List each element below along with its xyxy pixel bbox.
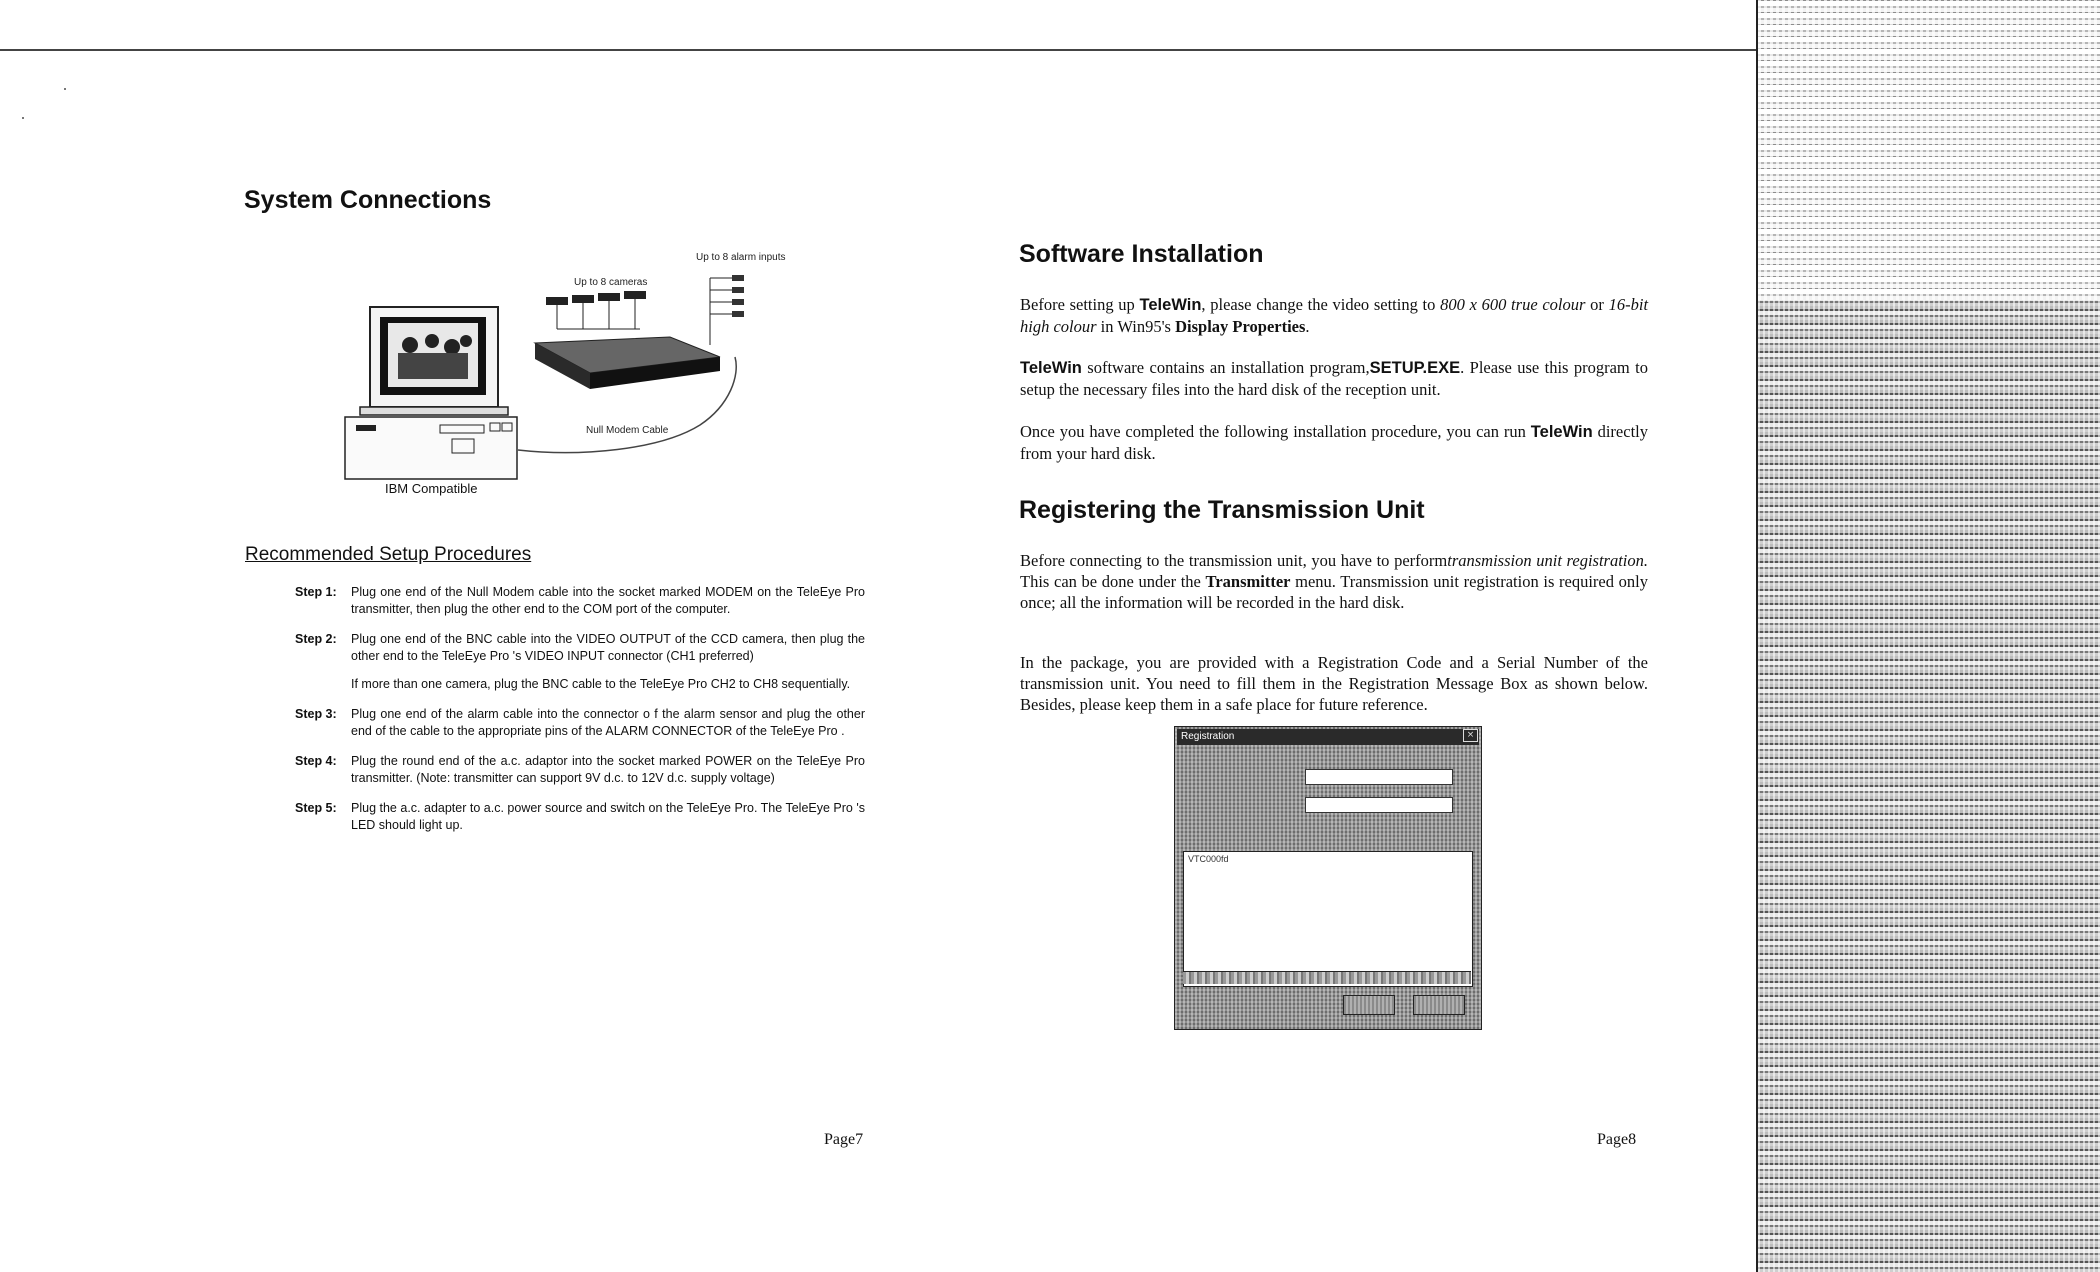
step-label: Step 1: — [295, 585, 337, 599]
connection-diagram — [340, 245, 790, 505]
heading-software-installation: Software Installation — [1019, 240, 1264, 268]
brand-telewin: TeleWin — [1020, 359, 1082, 377]
step-label: Step 4: — [295, 754, 337, 768]
step-text: Plug the round end of the a.c. adaptor into the socket marked POWER on the TeleEye Pro transmitter. (Note: transmitter can support 9V d.c. to 12V d.c. supply voltage) — [351, 754, 865, 785]
registered-units-list — [1183, 851, 1473, 987]
heading-system-connections: System Connections — [244, 186, 492, 214]
step-3 — [295, 706, 865, 740]
step-4 — [295, 753, 865, 787]
page-number-left: Page7 — [824, 1131, 864, 1148]
step-2 — [295, 631, 865, 665]
scan-speck — [22, 117, 24, 119]
step-5 — [295, 800, 865, 834]
install-paragraph-2: TeleWin software contains an installation program,SETUP.EXE. Please use this program to setup the necessary files into the hard disk of the reception unit. — [1020, 358, 1648, 399]
dialog-button — [1343, 995, 1395, 1015]
camera-icons — [546, 291, 646, 305]
recommended-setup-heading: Recommended Setup Procedures — [245, 544, 532, 565]
list-item: VTC000fd — [1188, 854, 1229, 864]
step-label: Step 3: — [295, 707, 337, 721]
step-text: Plug one end of the alarm cable into the connector o f the alarm sensor and plug the other end of the cable to the appropriate pins of the ALARM CONNECTOR of the TeleEye Pro . — [351, 707, 865, 738]
registration-code-field — [1305, 769, 1453, 785]
step-text: Plug one end of the BNC cable into the VIDEO OUTPUT of the CCD camera, then plug the other end to the TeleEye Pro 's VIDEO INPUT connector (CH1 preferred) — [351, 632, 865, 663]
step-2-note: If more than one camera, plug the BNC cable to the TeleEye Pro CH2 to CH8 sequentially. — [351, 677, 851, 691]
register-paragraph-2: In the package, you are provided with a Registration Code and a Serial Number of the transmission unit. You need to fill them in the Registration Message Box as shown below. Besides, please keep them in a safe place for future reference. — [1020, 653, 1648, 714]
brand-telewin: TeleWin — [1530, 423, 1593, 441]
alarm-sensor-icons — [732, 275, 744, 317]
registration-dialog-screenshot — [1174, 726, 1482, 1030]
scanned-spine-edge-top — [1758, 0, 2100, 300]
step-label: Step 5: — [295, 801, 337, 815]
alarm-inputs-label: Up to 8 alarm inputs — [696, 252, 786, 263]
horizontal-scrollbar — [1183, 971, 1471, 984]
connection-diagram-art — [340, 245, 790, 505]
step-text: Plug the a.c. adapter to a.c. power source and switch on the TeleEye Pro. The TeleEye Pro 's LED should light up. — [351, 801, 865, 832]
cameras-label: Up to 8 cameras — [574, 277, 648, 288]
page-number-right: Page8 — [1597, 1131, 1637, 1148]
ibm-compatible-label: IBM Compatible — [385, 481, 478, 496]
brand-telewin: TeleWin — [1139, 296, 1202, 314]
setup-exe: SETUP.EXE — [1369, 359, 1461, 377]
close-icon: × — [1463, 729, 1478, 742]
register-paragraph-1: Before connecting to the transmission unit, you have to performtransmission unit registration. This can be done under the Transmitter menu. Transmission unit registration is required only once; all the information will be recorded in the hard disk. — [1020, 551, 1648, 612]
cable-label: Null Modem Cable — [586, 425, 669, 436]
install-paragraph-3: Once you have completed the following installation procedure, you can run TeleWin directly from your hard disk. — [1020, 422, 1648, 463]
step-text: Plug one end of the Null Modem cable into the socket marked MODEM on the TeleEye Pro transmitter, then plug the other end to the COM port of the computer. — [351, 585, 865, 616]
step-label: Step 2: — [295, 632, 337, 646]
scan-speck — [64, 88, 66, 90]
dialog-button — [1413, 995, 1465, 1015]
serial-number-field — [1305, 797, 1453, 813]
step-1 — [295, 584, 865, 618]
heading-registering-transmission-unit: Registering the Transmission Unit — [1019, 496, 1425, 524]
top-rule — [0, 49, 1760, 51]
setup-steps — [295, 584, 865, 847]
install-paragraph-1: Before setting up TeleWin, please change the video setting to 800 x 600 true colour or 16-bit high colour in Win95's Display Properties. — [1020, 295, 1649, 336]
dialog-title: Registration — [1177, 729, 1479, 745]
